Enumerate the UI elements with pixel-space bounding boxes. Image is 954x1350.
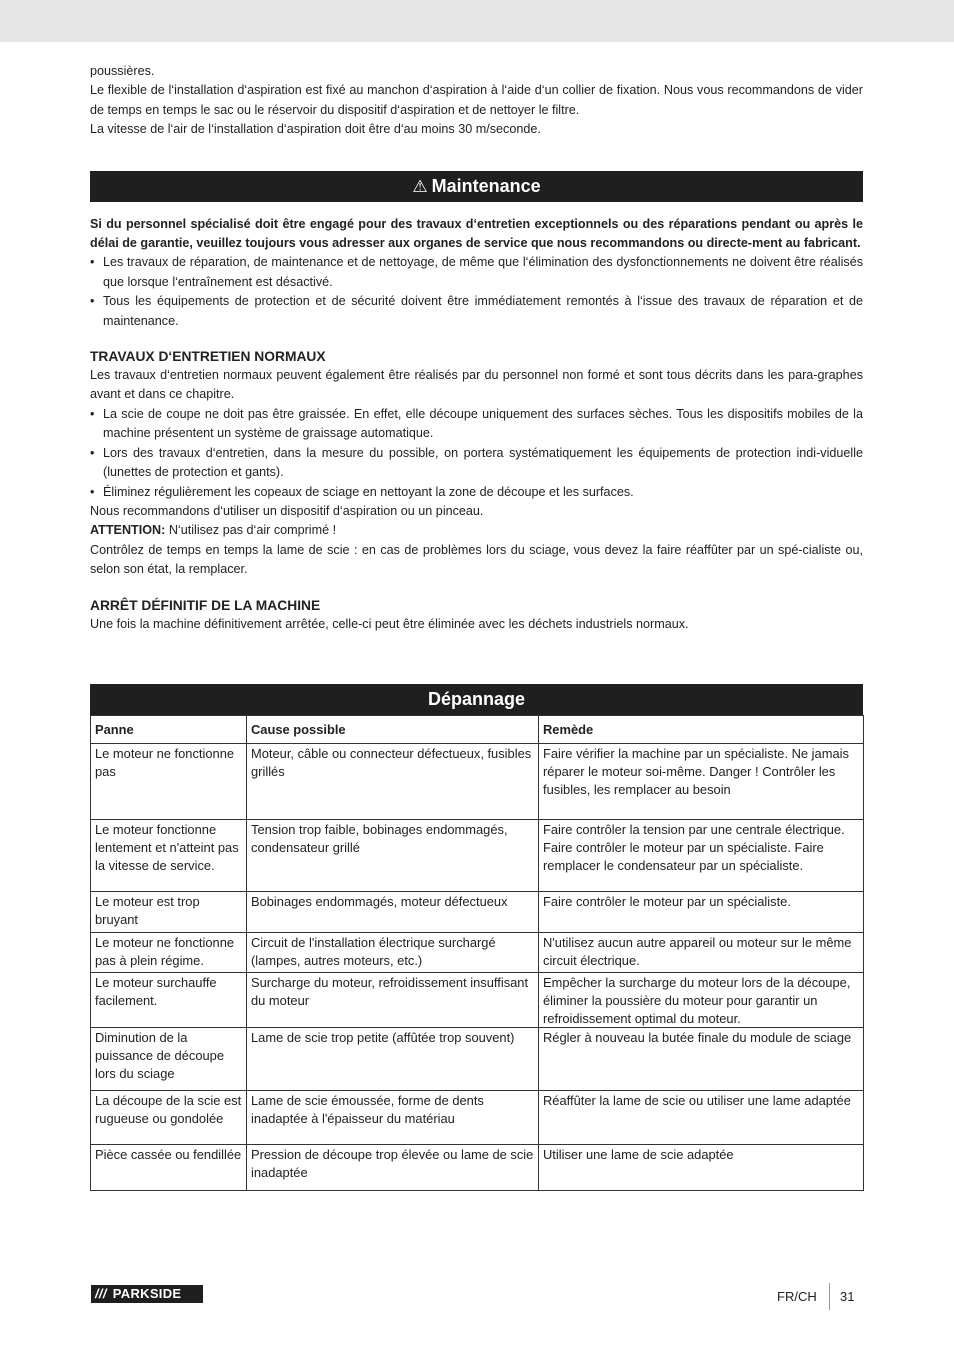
- cell-cause: Bobinages endommagés, moteur défectueux: [247, 891, 539, 932]
- footer-language: FR/CH: [777, 1289, 817, 1304]
- normal-bullet-2: • Éliminez régulièrement les copeaux de sciage en nettoyant la zone de découpe et les surfaces.: [90, 483, 863, 502]
- page-content: [90, 62, 863, 1191]
- cell-panne: Pièce cassée ou fendillée: [91, 1145, 247, 1191]
- cell-panne: Le moteur ne fonctionne pas: [91, 743, 247, 819]
- maintenance-title-bar: [90, 171, 863, 202]
- cell-panne: Le moteur est trop bruyant: [91, 891, 247, 932]
- troubleshooting-table: [90, 715, 864, 1191]
- cell-panne: Le moteur surchauffe facilement.: [91, 972, 247, 1027]
- attention-line: [90, 521, 863, 540]
- blade-check-text: Contrôlez de temps en temps la lame de scie : en cas de problèmes lors du sciage, vous devez la faire réaffûter par un spé-cialiste ou, selon son état, la remplacer.: [90, 542, 863, 577]
- table-row: [91, 1145, 864, 1191]
- table-row: [91, 1091, 864, 1145]
- maintenance-title: Maintenance: [431, 175, 541, 196]
- maintenance-bullet-0: • Les travaux de réparation, de maintenance et de nettoyage, de même que l‘élimination des dysfonctionnements ne doivent être réalisés que lorsque l‘entraînement est désactivé.: [90, 253, 863, 292]
- cell-cause: Lame de scie trop petite (affûtée trop souvent): [247, 1028, 539, 1091]
- table-row: [91, 819, 864, 891]
- maintenance-bullet-1: • Tous les équipements de protection et de sécurité doivent être immédiatement remontés à l‘issue des travaux de réparation et de maintenance.: [90, 292, 863, 331]
- cell-remede: Faire vérifier la machine par un spécialiste. Ne jamais réparer le moteur soi-même. Danger ! Contrôler les fusibles, les remplacer au besoin: [539, 743, 864, 819]
- recommend-text: Nous recommandons d‘utiliser un dispositif d‘aspiration ou un pinceau.: [90, 503, 484, 518]
- cell-remede: Régler à nouveau la butée finale du module de sciage: [539, 1028, 864, 1091]
- warning-icon: ⚠: [412, 176, 428, 196]
- normal-bullet-0: • La scie de coupe ne doit pas être graissée. En effet, elle découpe uniquement des surfaces sèches. Tous les dispositifs mobiles de la machine présentent un système de graissage automatique.: [90, 405, 863, 444]
- table-row: [91, 972, 864, 1027]
- cell-cause: Moteur, câble ou connecteur défectueux, fusibles grillés: [247, 743, 539, 819]
- cell-remede: Faire contrôler la tension par une centrale électrique. Faire contrôler le moteur par un spécialiste. Faire remplacer le condensateur par un spécialiste.: [539, 819, 864, 891]
- table-row: [91, 891, 864, 932]
- cell-remede: Réaffûter la lame de scie ou utiliser une lame adaptée: [539, 1091, 864, 1145]
- disposal-text: Une fois la machine définitivement arrêtée, celle-ci peut être éliminée avec les déchets industriels normaux.: [90, 616, 689, 631]
- normal-maintenance-heading: TRAVAUX D‘ENTRETIEN NORMAUX: [90, 349, 326, 365]
- cell-cause: Lame de scie émoussée, forme de dents inadaptée à l'épaisseur du matériau: [247, 1091, 539, 1145]
- cell-cause: Tension trop faible, bobinages endommagés, condensateur grillé: [247, 819, 539, 891]
- header-bar: [0, 0, 954, 42]
- cell-panne: Diminution de la puissance de découpe lors du sciage: [91, 1028, 247, 1091]
- cell-remede: Faire contrôler le moteur par un spécialiste.: [539, 891, 864, 932]
- intro-line-1: Le flexible de l‘installation d‘aspiration est fixé au manchon d‘aspiration à l‘aide d‘un collier de fixation. Nous vous recommandons de vider de temps en temps le sac ou le réservoir du dispositif d‘aspiration et de nettoyer le filtre.: [90, 83, 863, 117]
- cell-cause: Circuit de l'installation électrique surchargé (lampes, autres moteurs, etc.): [247, 932, 539, 972]
- parkside-logo: [91, 1285, 203, 1303]
- cell-cause: Surcharge du moteur, refroidissement insuffisant du moteur: [247, 972, 539, 1027]
- maintenance-lead: Si du personnel spécialisé doit être engagé pour des travaux d‘entretien exceptionnels ou des réparations pendant ou après le délai de garantie, veuillez toujours vous adresser aux organes de service que nous recommandons ou directe-ment au fabricant.: [90, 216, 863, 251]
- normal-maintenance-text: Les travaux d‘entretien normaux peuvent également être réalisés par du personnel non formé et sont tous décrits dans les para-graphes avant et dans ce chapitre.: [90, 368, 863, 402]
- header-panne: Panne: [91, 715, 247, 743]
- cell-panne: Le moteur ne fonctionne pas à plein régime.: [91, 932, 247, 972]
- cell-remede: Utiliser une lame de scie adaptée: [539, 1145, 864, 1191]
- cell-panne: La découpe de la scie est rugueuse ou gondolée: [91, 1091, 247, 1145]
- attention-label: ATTENTION:: [90, 523, 166, 538]
- cell-cause: Pression de découpe trop élevée ou lame de scie inadaptée: [247, 1145, 539, 1191]
- intro-line-0: poussières.: [90, 64, 155, 78]
- logo-text: PARKSIDE: [112, 1286, 182, 1301]
- logo-slashes: ///: [95, 1286, 107, 1301]
- page-number: 31: [840, 1289, 855, 1304]
- disposal-heading: ARRÊT DÉFINITIF DE LA MACHINE: [90, 597, 321, 613]
- header-cause: Cause possible: [247, 715, 539, 743]
- cell-remede: Empêcher la surcharge du moteur lors de la découpe, éliminer la poussière du moteur pour garantir un refroidissement optimal du moteur.: [539, 972, 864, 1027]
- table-row: [91, 743, 864, 819]
- header-remede: Remède: [539, 715, 864, 743]
- table-row: [91, 1028, 864, 1091]
- table-header-row: [91, 715, 864, 743]
- intro-line-2: La vitesse de l‘air de l‘installation d‘aspiration doit être d‘au moins 30 m/seconde.: [90, 122, 541, 137]
- cell-panne: Le moteur fonctionne lentement et n'atteint pas la vitesse de service.: [91, 819, 247, 891]
- footer-divider: [829, 1283, 830, 1310]
- normal-bullet-1: • Lors des travaux d‘entretien, dans la mesure du possible, on portera systématiquement les équipements de protection indi-viduelle (lunettes de protection et gants).: [90, 444, 863, 483]
- troubleshooting-title: Dépannage: [427, 688, 526, 709]
- attention-text: N‘utilisez pas d‘air comprimé !: [165, 523, 337, 538]
- table-row: [91, 932, 864, 972]
- cell-remede: N'utilisez aucun autre appareil ou moteur sur le même circuit électrique.: [539, 932, 864, 972]
- troubleshooting-title-bar: [90, 684, 863, 715]
